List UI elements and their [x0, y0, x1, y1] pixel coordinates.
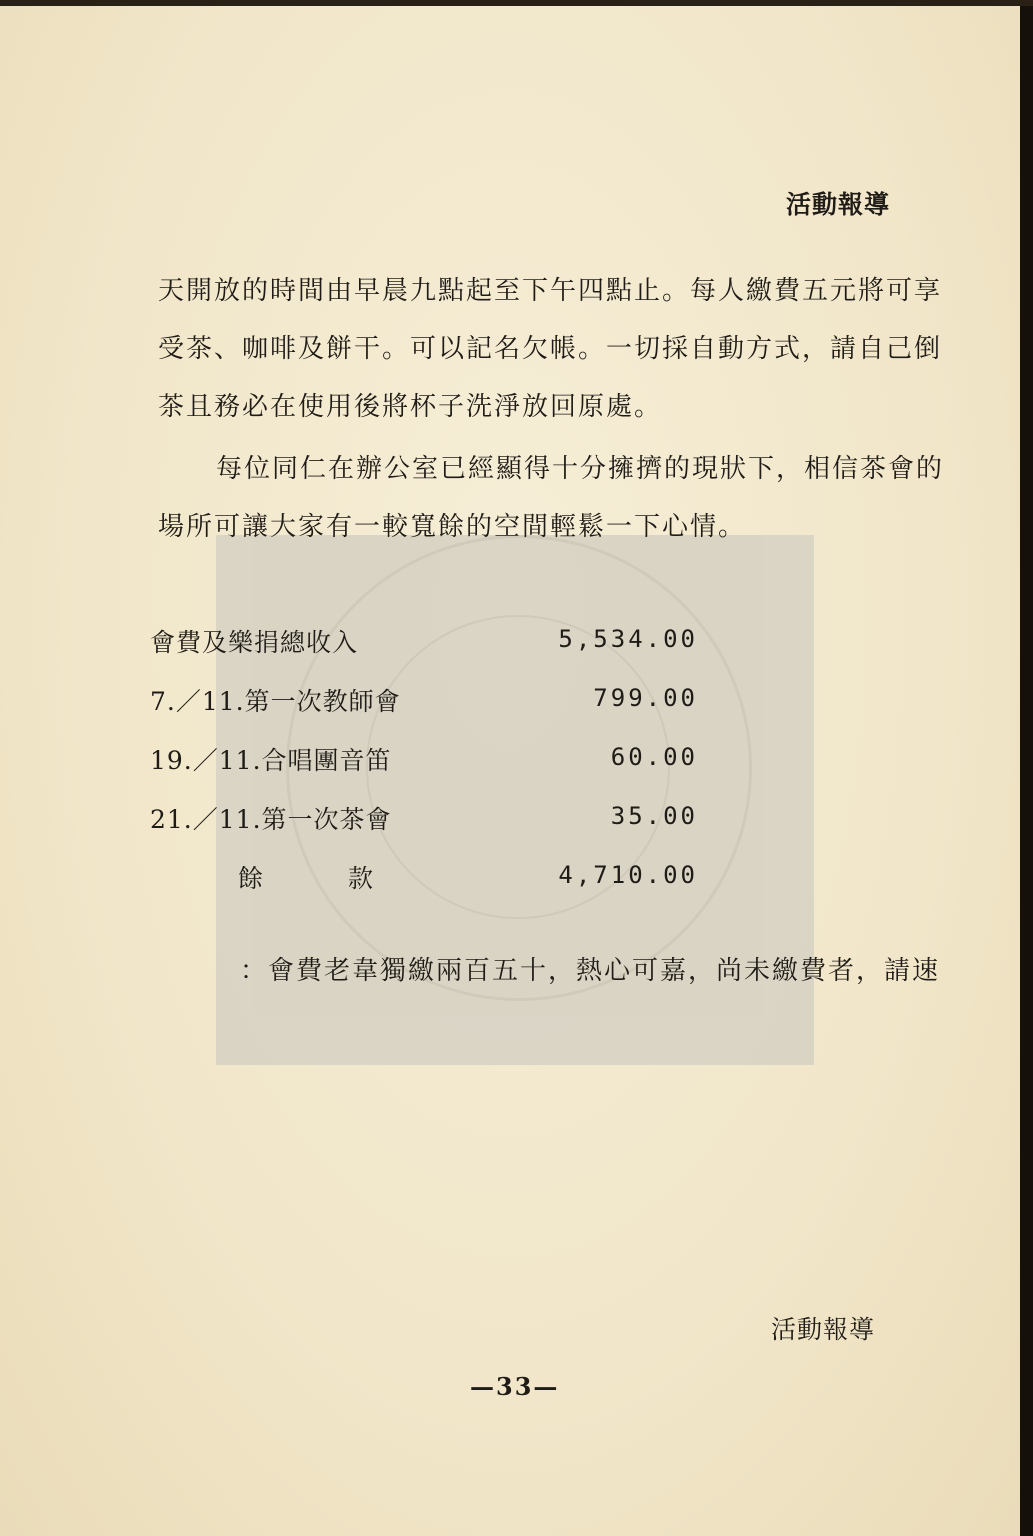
ledger-amount: 799.00: [593, 684, 698, 712]
paragraph-line: 每位同仁在辦公室已經顯得十分擁擠的現狀下，相信茶會的: [216, 454, 945, 484]
scan-edge-top: [0, 0, 1033, 6]
ledger-amount: 35.00: [610, 802, 698, 830]
ledger-row: [150, 615, 710, 674]
paragraph-line: 茶且務必在使用後將杯子洗淨放回原處。: [158, 392, 663, 422]
ledger-label: 餘款: [238, 864, 459, 893]
footer-header: 活動報導: [770, 1315, 875, 1344]
ledger-row-balance: [150, 851, 710, 910]
ledger-amount: 60.00: [610, 743, 698, 771]
ledger-label: 7.／11.第一次教師會: [150, 687, 401, 716]
ledger-row: [150, 733, 710, 792]
page-header: 活動報導: [785, 190, 890, 219]
paragraph-tea-room-hours: [158, 262, 993, 436]
fee-note: ：會費老韋獨繳兩百五十，熱心可嘉，尚未繳費者，請速: [240, 956, 941, 986]
ledger-row: [150, 792, 710, 851]
paragraph-office-space: [158, 440, 993, 556]
ledger-label: 會費及樂捐總收入: [150, 628, 359, 657]
paragraph-line: 天開放的時間由早晨九點起至下午四點止。每人繳費五元將可享: [158, 276, 943, 306]
scan-edge-right: [1020, 0, 1033, 1536]
ledger-label: 21.／11.第一次茶會: [150, 805, 392, 834]
ledger-table: [150, 615, 710, 910]
ledger-amount: 4,710.00: [558, 861, 698, 889]
ledger-amount: 5,534.00: [558, 625, 698, 653]
page-number: —33—: [470, 1372, 560, 1401]
ledger-label: 19.／11.合唱團音笛: [150, 746, 392, 775]
paragraph-line: 受茶、咖啡及餅干。可以記名欠帳。一切採自動方式，請自己倒: [158, 334, 943, 364]
ledger-row: [150, 674, 710, 733]
paragraph-line: 場所可讓大家有一較寬餘的空間輕鬆一下心情。: [158, 512, 747, 542]
